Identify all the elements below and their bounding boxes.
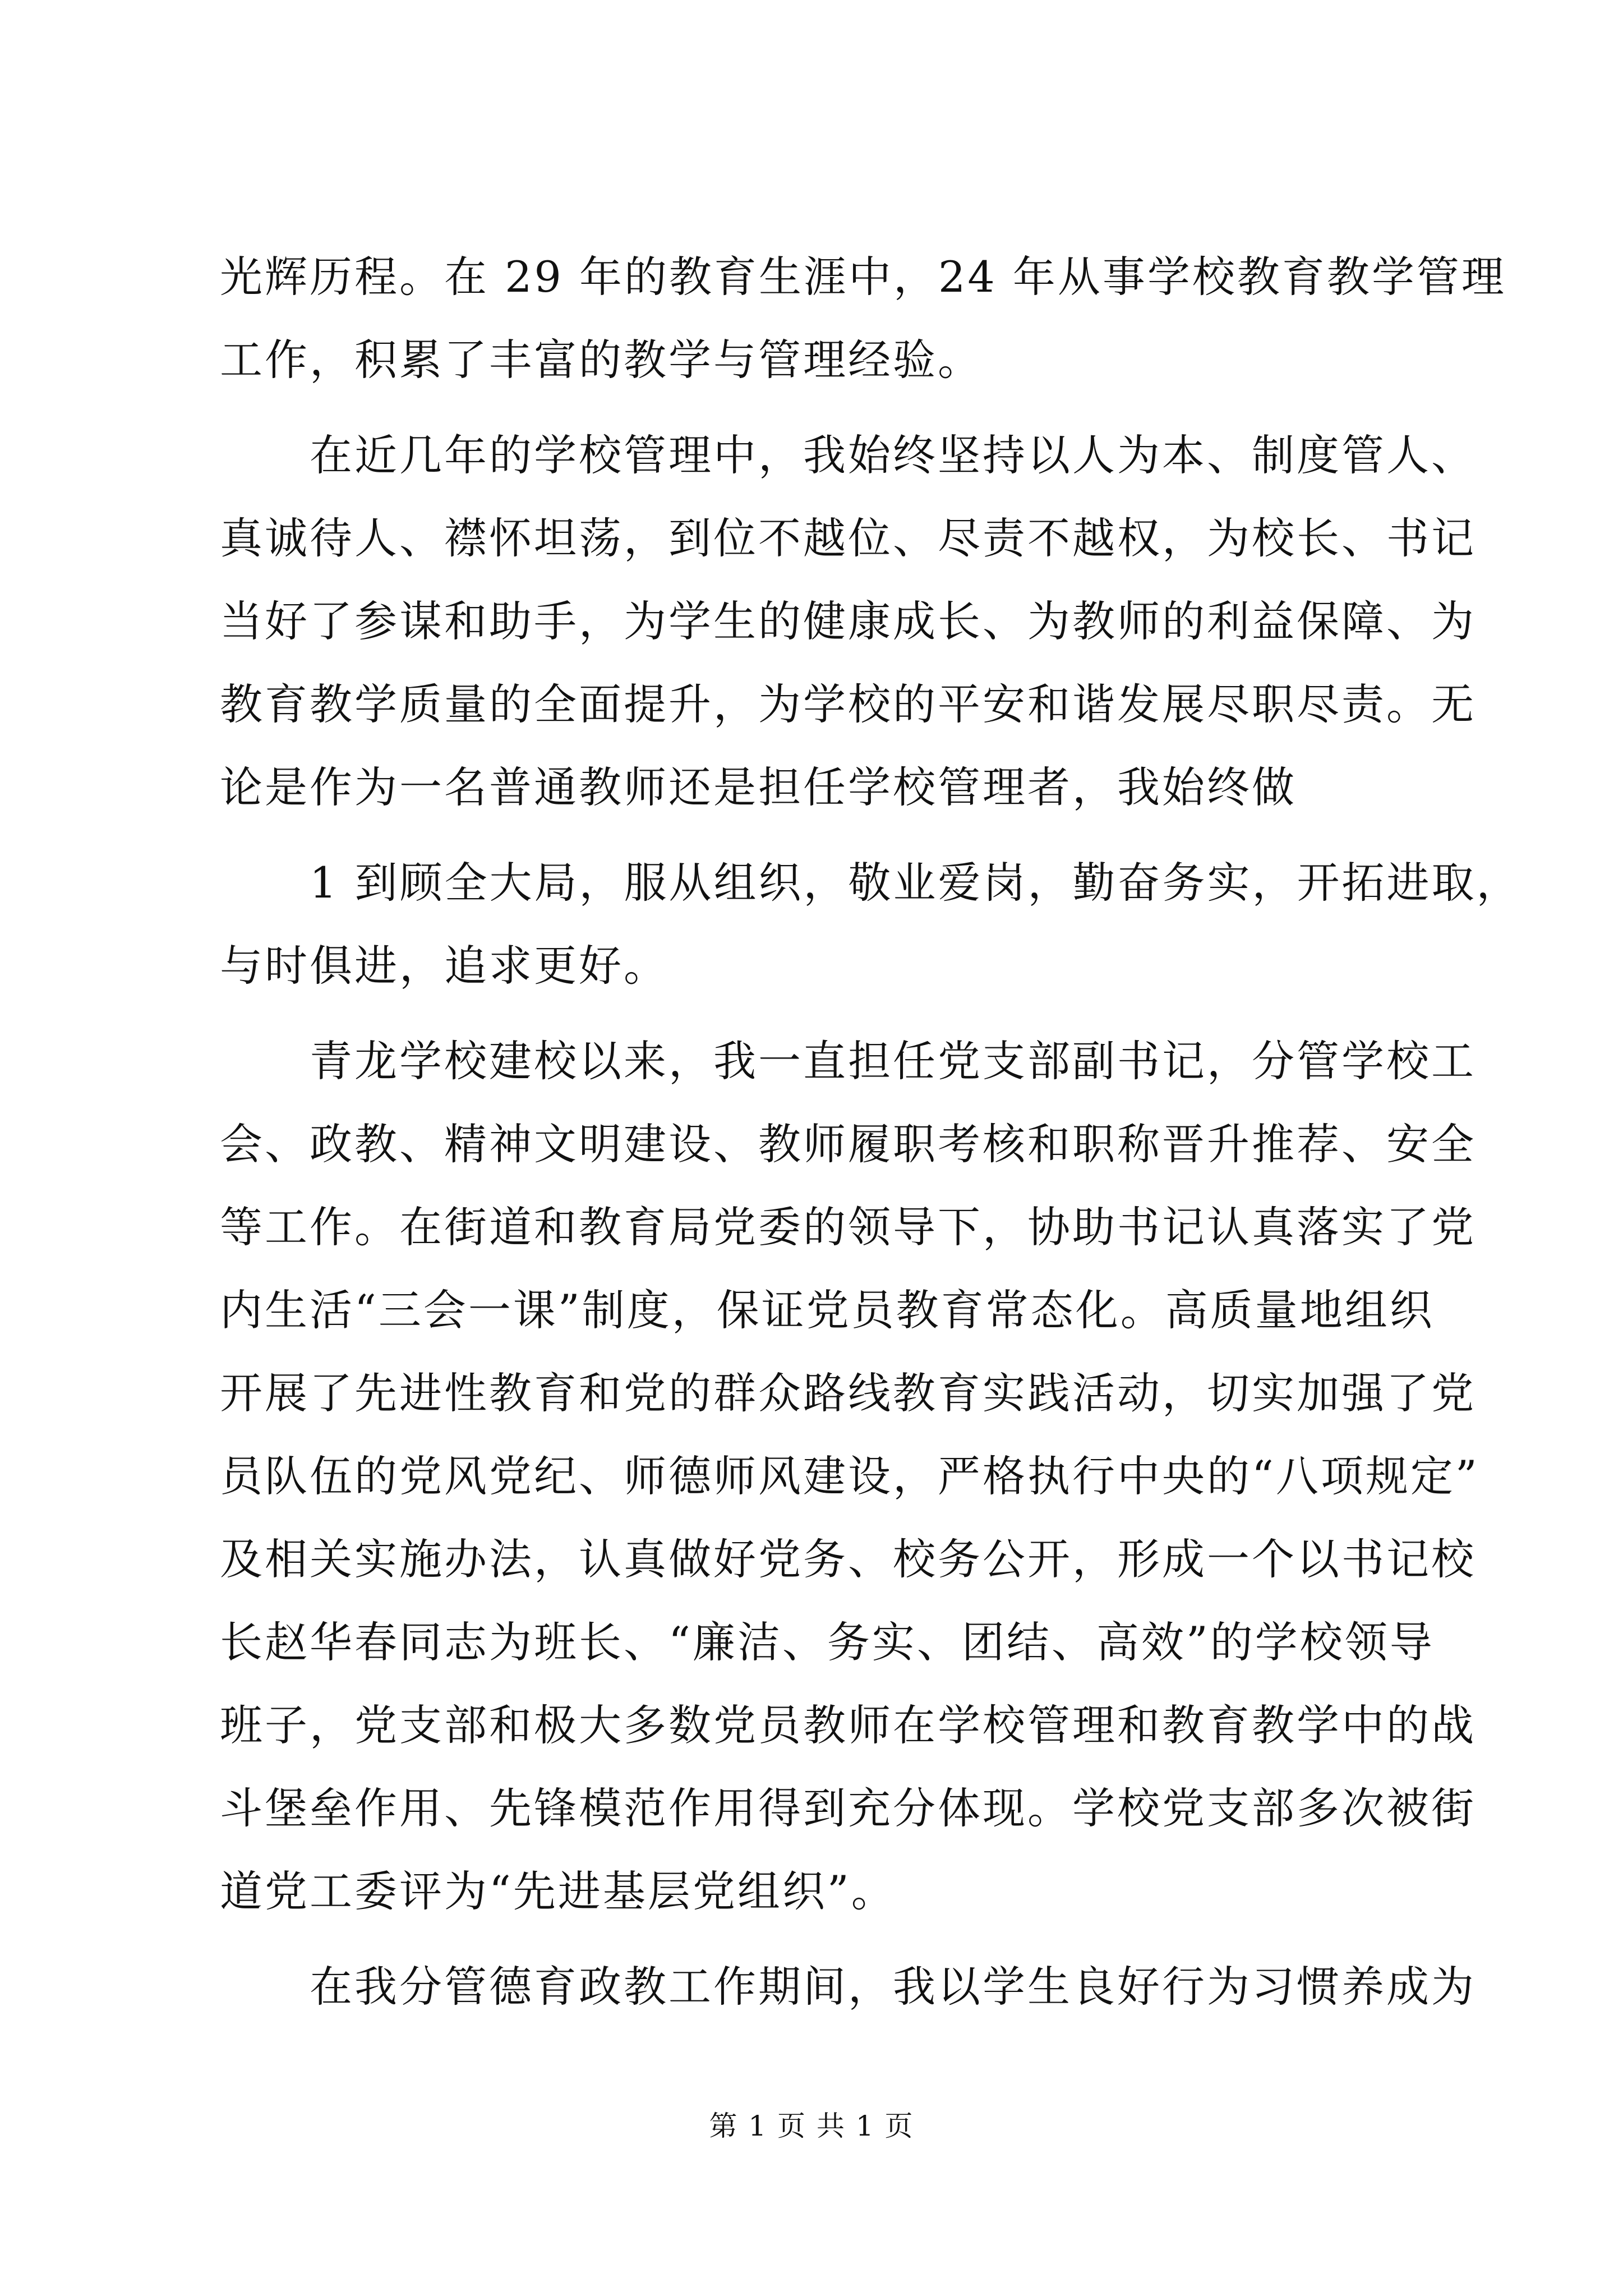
text-line: 及相关实施办法，认真做好党务、校务公开，形成一个以书记校 bbox=[220, 1534, 1476, 1584]
paragraph-gap bbox=[220, 1007, 1426, 1020]
text-line: 工作，积累了丰富的教学与管理经验。 bbox=[220, 335, 983, 385]
text-line: 教育教学质量的全面提升，为学校的平安和谐发展尽职尽责。无 bbox=[220, 679, 1476, 729]
text-line: 等工作。在街道和教育局党委的领导下，协助书记认真落实了党 bbox=[220, 1202, 1476, 1252]
text-line: 当好了参谋和助手，为学生的健康成长、为教师的利益保障、为 bbox=[220, 596, 1476, 646]
text-line: 会、政教、精神文明建设、教师履职考核和职称晋升推荐、安全 bbox=[220, 1119, 1476, 1169]
text-line: 内生活“三会一课”制度，保证党员教育常态化。高质量地组织 bbox=[220, 1285, 1435, 1335]
text-line: 论是作为一名普通教师还是担任学校管理者，我始终做 bbox=[220, 762, 1297, 812]
text-line: 在我分管德育政教工作期间，我以学生良好行为习惯养成为 bbox=[220, 1962, 1476, 2012]
text-line: 与时俱进，追求更好。 bbox=[220, 941, 668, 991]
text-line: 开展了先进性教育和党的群众路线教育实践活动，切实加强了党 bbox=[220, 1368, 1476, 1418]
text-line: 斗堡垒作用、先锋模范作用得到充分体现。学校党支部多次被街 bbox=[220, 1783, 1476, 1833]
text-line: 1 到顾全大局，服从组织，敬业爱岗，勤奋务实，开拓进取， bbox=[220, 858, 1521, 908]
paragraph-gap bbox=[220, 1933, 1426, 1945]
paragraph-gap bbox=[220, 402, 1426, 414]
paragraph-gap bbox=[220, 829, 1426, 841]
text-line: 真诚待人、襟怀坦荡，到位不越位、尽责不越权，为校长、书记 bbox=[220, 513, 1476, 563]
page-footer: 第 1 页 共 1 页 bbox=[709, 2110, 914, 2142]
text-line: 道党工委评为“先进基层党组织”。 bbox=[220, 1866, 896, 1916]
text-line: 光辉历程。在 29 年的教育生涯中，24 年从事学校教育教学管理 bbox=[220, 252, 1506, 302]
text-line: 班子，党支部和极大多数党员教师在学校管理和教育教学中的战 bbox=[220, 1700, 1476, 1750]
text-line: 长赵华春同志为班长、“廉洁、务实、团结、高效”的学校领导 bbox=[220, 1617, 1435, 1667]
text-line: 员队伍的党风党纪、师德师风建设，严格执行中央的“八项规定” bbox=[220, 1451, 1479, 1501]
text-line: 在近几年的学校管理中，我始终坚持以人为本、制度管人、 bbox=[220, 430, 1476, 480]
text-line: 青龙学校建校以来，我一直担任党支部副书记，分管学校工 bbox=[220, 1036, 1476, 1086]
document-body bbox=[220, 236, 1521, 2028]
